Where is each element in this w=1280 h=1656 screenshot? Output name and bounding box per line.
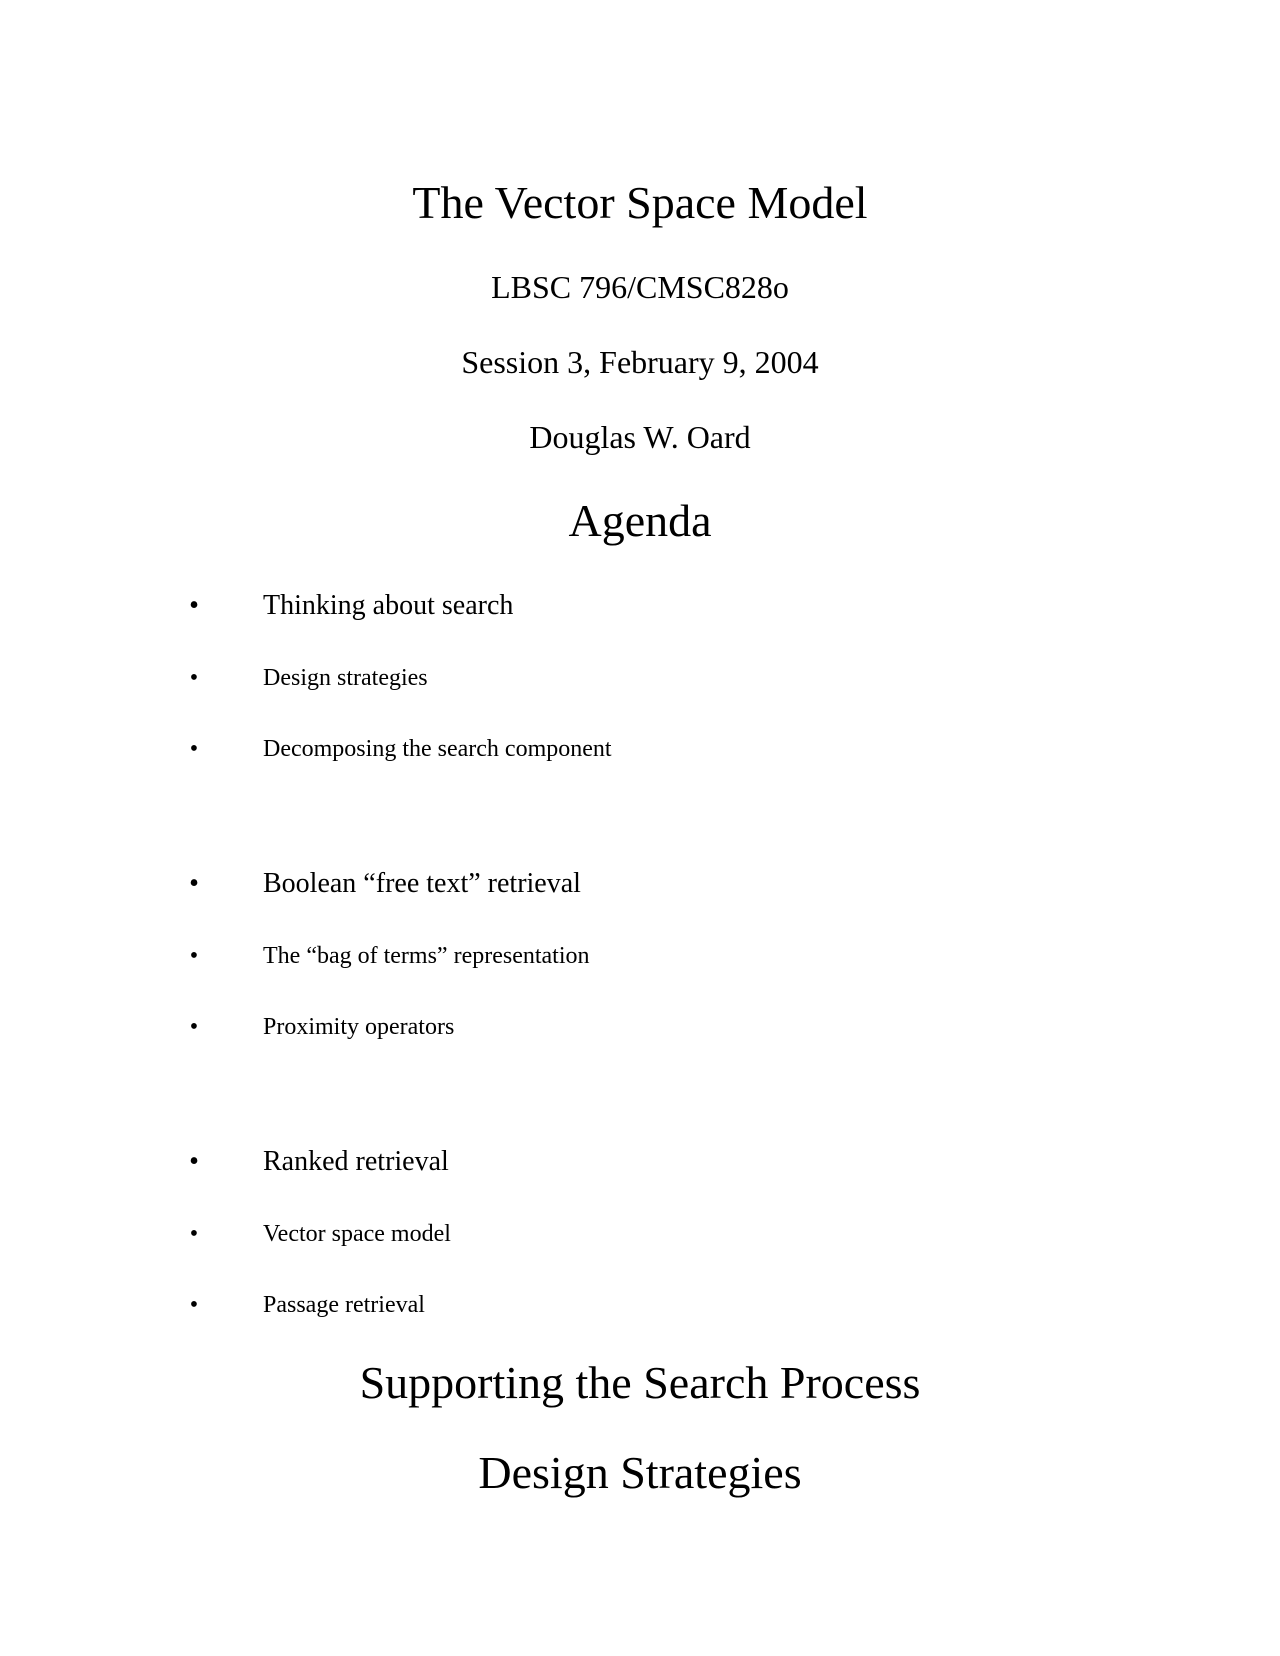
- agenda-subitem: [0, 1015, 1280, 1055]
- agenda-subitem-text: Vector space model: [263, 1221, 451, 1247]
- bullet-icon: •: [189, 943, 199, 969]
- agenda-item-text: Thinking about search: [263, 590, 514, 621]
- agenda-subitem: [0, 737, 1280, 777]
- agenda-subitem: [0, 666, 1280, 706]
- author-name: Douglas W. Oard: [529, 419, 751, 455]
- session-date: Session 3, February 9, 2004: [461, 344, 819, 380]
- bullet-icon: •: [189, 1146, 199, 1177]
- agenda-item: [0, 870, 1280, 910]
- bullet-icon: •: [189, 1221, 199, 1247]
- bullet-icon: •: [189, 868, 199, 899]
- agenda-item: [0, 592, 1280, 632]
- agenda-subitem-text: Design strategies: [263, 665, 428, 691]
- agenda-subitem-text: The “bag of terms” representation: [263, 943, 590, 969]
- agenda-subitem: [0, 1222, 1280, 1262]
- document-title: The Vector Space Model: [412, 177, 868, 228]
- bullet-icon: •: [189, 1292, 199, 1318]
- bullet-icon: •: [189, 665, 199, 691]
- agenda-item: [0, 1148, 1280, 1188]
- agenda-subitem: [0, 1293, 1280, 1333]
- course-code: LBSC 796/CMSC828o: [491, 269, 789, 305]
- agenda-item-text: Boolean “free text” retrieval: [263, 868, 581, 899]
- bullet-icon: •: [189, 736, 199, 762]
- bullet-icon: •: [189, 1014, 199, 1040]
- agenda-subitem-text: Proximity operators: [263, 1014, 455, 1040]
- section-heading-design: Design Strategies: [478, 1447, 802, 1498]
- bullet-icon: •: [189, 590, 199, 621]
- section-heading-supporting: Supporting the Search Process: [359, 1357, 921, 1408]
- agenda-subitem-text: Passage retrieval: [263, 1292, 425, 1318]
- agenda-subitem: [0, 944, 1280, 984]
- agenda-heading: Agenda: [568, 495, 712, 546]
- agenda-item-text: Ranked retrieval: [263, 1146, 449, 1177]
- agenda-subitem-text: Decomposing the search component: [263, 736, 612, 762]
